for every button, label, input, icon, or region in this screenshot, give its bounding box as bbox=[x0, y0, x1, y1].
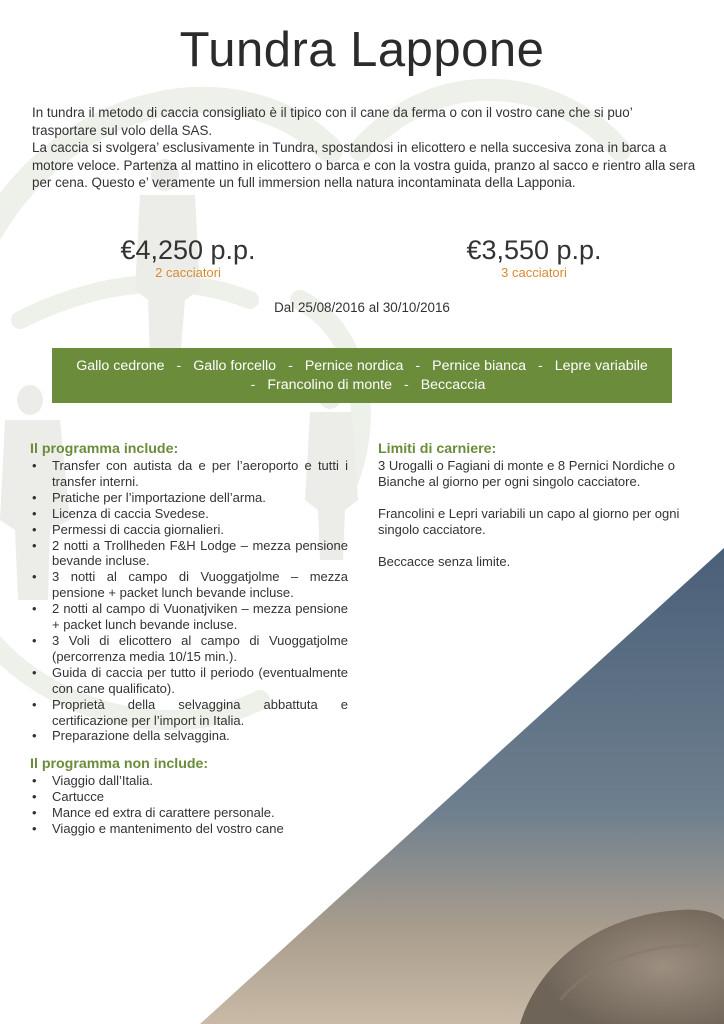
list-item: • 3 Voli di elicottero al campo di Vuoggatjolme (percorrenza media 10/15 min.). bbox=[30, 633, 348, 665]
species-banner bbox=[52, 348, 672, 403]
page-title: Tundra Lappone bbox=[179, 23, 545, 77]
species-item: Francolino di monte bbox=[267, 376, 392, 393]
list-item: • Mance ed extra di carattere personale. bbox=[30, 805, 348, 821]
species-separator: - bbox=[250, 376, 256, 393]
limits-paragraph-3: Beccacce senza limite. bbox=[378, 554, 511, 569]
price-people: 3 cacciatori bbox=[501, 265, 567, 280]
list-item: • Preparazione della selvaggina. bbox=[30, 728, 348, 744]
list-item: • Viaggio e mantenimento del vostro cane bbox=[30, 821, 348, 837]
season-dates: Dal 25/08/2016 al 30/10/2016 bbox=[274, 300, 450, 315]
program-column bbox=[30, 441, 348, 837]
list-item: • 2 notti al campo di Vuonatjviken – mezza pensione + packet lunch bevande incluse. bbox=[30, 601, 348, 633]
species-line-2 bbox=[239, 376, 486, 395]
list-item: • Transfer con autista da e per l’aeroporto e tutti i transfer interni. bbox=[30, 458, 348, 490]
excludes-heading: Il programma non include: bbox=[30, 756, 209, 773]
species-item: Beccaccia bbox=[420, 376, 486, 393]
list-item: • Pratiche per l’importazione dell’arma. bbox=[30, 490, 348, 506]
price-amount: €4,250 p.p. bbox=[120, 235, 256, 265]
bag-limits-column bbox=[378, 441, 698, 570]
species-separator: - bbox=[403, 376, 409, 393]
species-item: Gallo cedrone bbox=[76, 357, 165, 374]
excludes-list bbox=[30, 773, 348, 837]
price-people: 2 cacciatori bbox=[155, 265, 221, 280]
list-item: • Guida di caccia per tutto il periodo (eventualmente con cane qualificato). bbox=[30, 665, 348, 697]
species-item: Pernice nordica bbox=[304, 357, 404, 374]
price-option-2-hunters bbox=[68, 234, 308, 280]
species-separator: - bbox=[288, 357, 293, 374]
list-item: • Viaggio dall’Italia. bbox=[30, 773, 348, 789]
includes-heading: Il programma include: bbox=[30, 441, 179, 457]
species-separator: - bbox=[538, 357, 543, 374]
species-item: Pernice bianca bbox=[432, 357, 526, 374]
species-item: Gallo forcello bbox=[193, 357, 277, 374]
limits-heading: Limiti di carniere: bbox=[378, 441, 497, 457]
intro-text bbox=[32, 104, 696, 192]
limits-paragraph-2: Francolini e Lepri variabili un capo al giorno per ogni singolo cacciatore. bbox=[378, 506, 680, 537]
intro-paragraph-1: In tundra il metodo di caccia consigliato è il tipico con il cane da ferma o con il vostro cane che si puo’ trasportare sul volo della SAS. bbox=[32, 105, 633, 138]
species-item: Lepre variabile bbox=[554, 357, 648, 374]
list-item: • Permessi di caccia giornalieri. bbox=[30, 522, 348, 538]
species-separator: - bbox=[176, 357, 182, 374]
list-item: • Licenza di caccia Svedese. bbox=[30, 506, 348, 522]
species-line-1 bbox=[76, 357, 648, 376]
includes-list bbox=[30, 458, 348, 744]
species-separator: - bbox=[415, 357, 421, 374]
list-item: • 3 notti al campo di Vuoggatjolme – mezza pensione + packet lunch bevande incluse. bbox=[30, 569, 348, 601]
price-option-3-hunters bbox=[414, 234, 654, 280]
list-item: • Cartucce bbox=[30, 789, 348, 805]
price-amount: €3,550 p.p. bbox=[466, 235, 602, 265]
intro-paragraph-2: La caccia si svolgera’ esclusivamente in Tundra, spostandosi in elicottero e nella succesiva zona in barca a motore veloce. Partenza al mattino in elicottero o barca e con la vostra guida, pranzo al sacco e rientro alla sera per cena. Questo e’ veramente un full immersion nella natura incontaminata della Lapponia. bbox=[32, 140, 696, 190]
list-item: • 2 notti a Trollheden F&H Lodge – mezza pensione bevande incluse. bbox=[30, 538, 348, 570]
limits-paragraph-1: 3 Urogalli o Fagiani di monte e 8 Pernici Nordiche o Bianche al giorno per ogni singolo cacciatore. bbox=[378, 458, 675, 489]
list-item: • Proprietà della selvaggina abbattuta e certificazione per l’import in Italia. bbox=[30, 697, 348, 729]
